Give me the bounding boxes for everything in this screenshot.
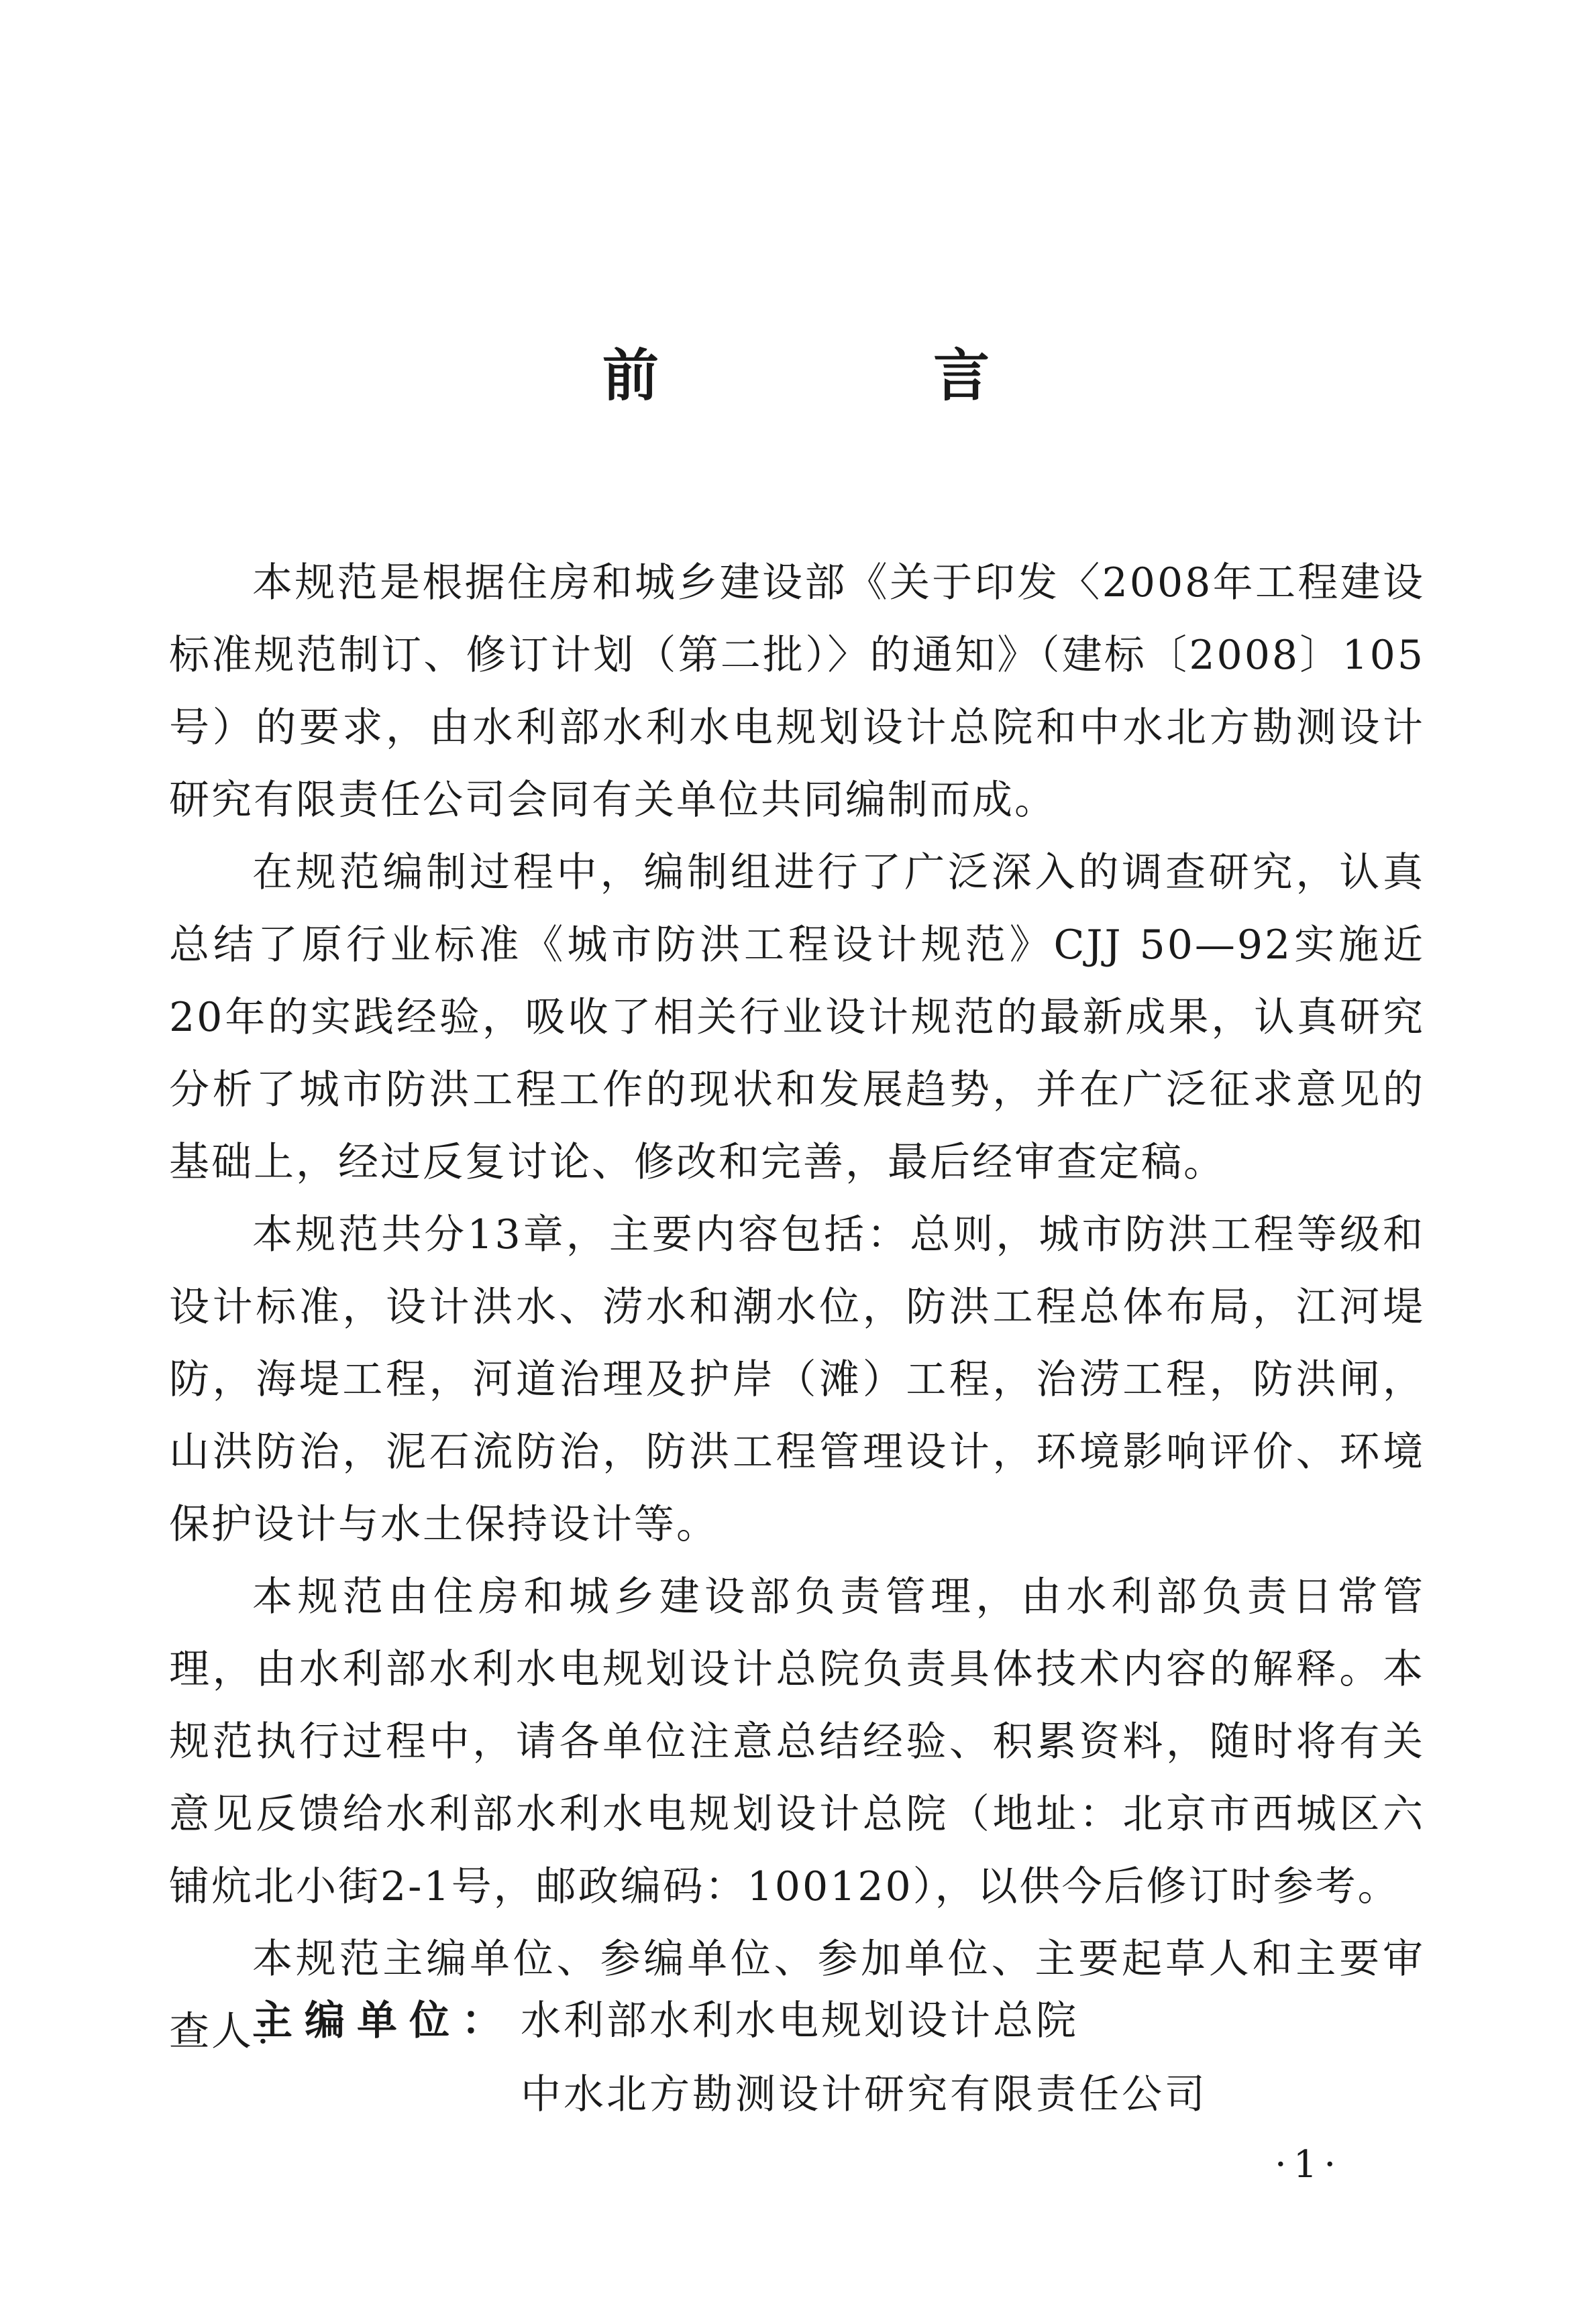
- paragraph-participants: 本规范主编单位、参编单位、参加单位、主要起草人和主要审查人：: [169, 1936, 1425, 2055]
- chief-editor-label: 主编单位：: [252, 1997, 514, 2044]
- chief-editor-row: [252, 2058, 1393, 2132]
- chief-editor-unit: 水利部水利水电规划设计总院: [521, 1997, 1079, 2044]
- chief-editor-unit: 中水北方勘测设计研究有限责任公司: [521, 2071, 1208, 2118]
- paragraph-contents: 本规范共分13章，主要内容包括：总则，城市防洪工程等级和设计标准，设计洪水、涝水和潮水位，防洪工程总体布局，江河堤防，海堤工程，河道治理及护岸（滩）工程，治涝工程，防洪闸，山洪防治，泥石流防治，防洪工程管理设计，环境影响评价、环境保护设计与水土保持设计等。: [169, 1211, 1425, 1548]
- paragraph-management: 本规范由住房和城乡建设部负责管理，由水利部负责日常管理，由水利部水利水电规划设计总院负责具体技术内容的解释。本规范执行过程中，请各单位注意总结经验、积累资料，随时将有关意见反馈给水利部水利水电规划设计总院（地址：北京市西城区六铺炕北小街2-1号，邮政编码：100120），以供今后修订时参考。: [169, 1573, 1425, 1910]
- chief-editor-row: [252, 1984, 1393, 2058]
- page-number: ·1·: [1275, 2143, 1343, 2187]
- chief-editor-block: [252, 1984, 1393, 2132]
- preface-body: [169, 547, 1425, 2068]
- paragraph-process: 在规范编制过程中，编制组进行了广泛深入的调查研究，认真总结了原行业标准《城市防洪工程设计规范》CJJ 50—92实施近20年的实践经验，吸收了相关行业设计规范的最新成果，认真研究分析了城市防洪工程工作的现状和发展趋势，并在广泛征求意见的基础上，经过反复讨论、修改和完善，最后经审查定稿。: [169, 849, 1425, 1186]
- paragraph-basis: 本规范是根据住房和城乡建设部《关于印发〈2008年工程建设标准规范制订、修订计划（第二批）〉的通知》（建标〔2008〕105号）的要求，由水利部水利水电规划设计总院和中水北方勘测设计研究有限责任公司会同有关单位共同编制而成。: [169, 559, 1425, 824]
- page-title: 前 言: [602, 343, 1118, 409]
